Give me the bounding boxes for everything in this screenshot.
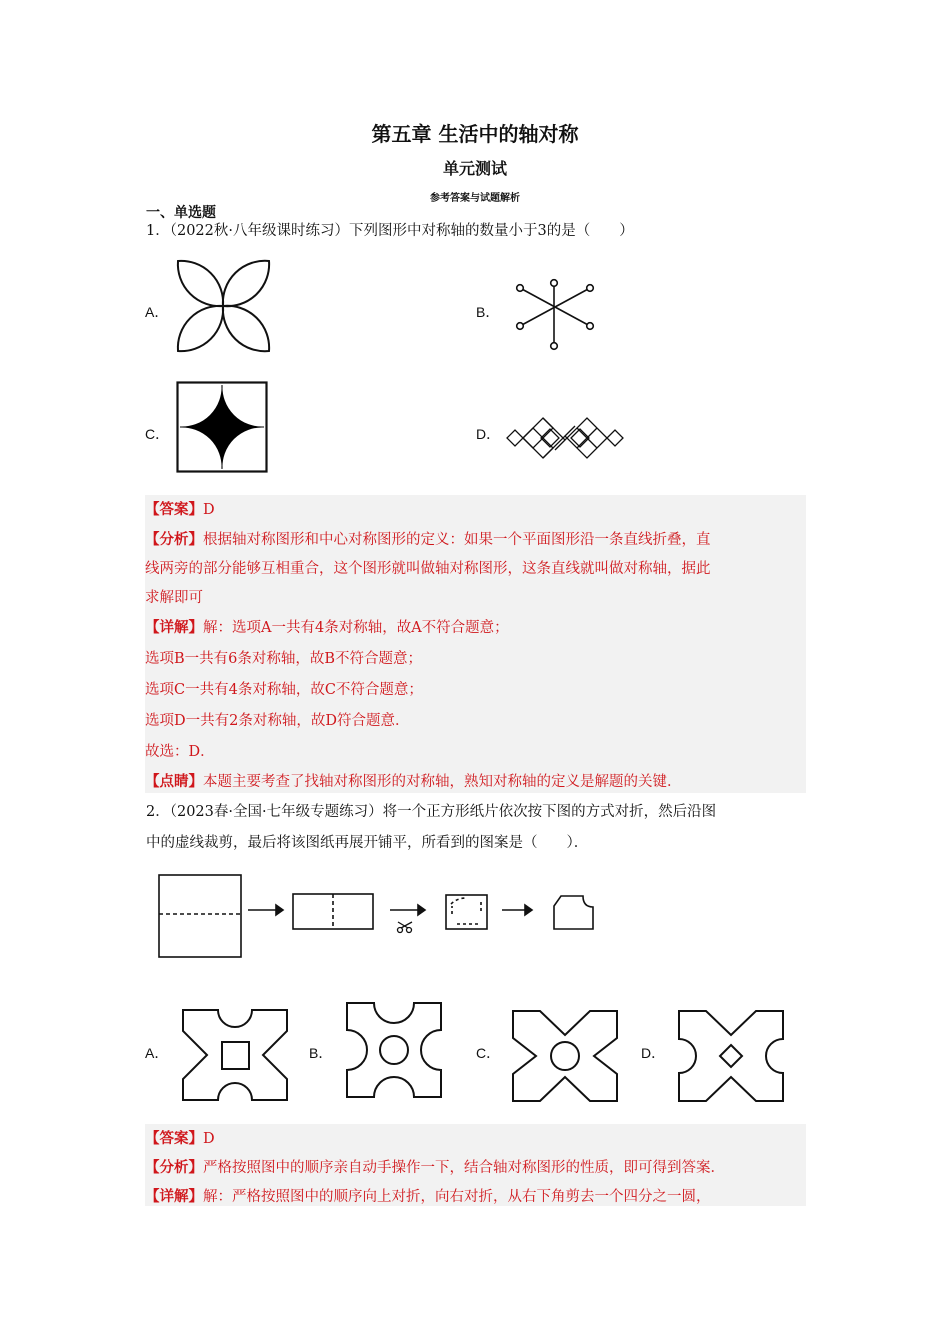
q1-detail-tag: 【详解】 [145,619,203,636]
q1-analysis-text-1: 根据轴对称图形和中心对称图形的定义：如果一个平面图形沿一条直线折叠，直 [203,532,711,548]
q1-answer-tag: 【答案】 [145,501,203,518]
q2-option-d-label: D． [641,1045,666,1061]
q1-analysis-line-1 [145,528,805,549]
q1-comment-line [145,770,805,791]
q2-answer-box [145,1124,806,1206]
q1-detail-text-1: 解：选项A一共有4条对称轴，故A不符合题意； [203,620,509,636]
q1-figure-b-star [514,280,598,350]
question-2-text-1: 2．（2023春·全国·七年级专题练习）将一个正方形纸片依次按下图的方式对折，然后沿图 [146,804,717,820]
q1-option-d-label: D． [476,426,501,442]
q2-answer-line [145,1127,805,1148]
q1-detail-line-5: 故选：D． [145,744,215,760]
scissors-icon [398,922,413,933]
question-1-text: 1．（2022秋·八年级课时练习）下列图形中对称轴的数量小于3的是（ ） [146,223,634,239]
q1-detail-line-3: 选项C一共有4条对称轴，故C不符合题意； [145,682,423,698]
q1-comment-text: 本题主要考查了找轴对称图形的对称轴，熟知对称轴的定义是解题的关键． [203,774,682,790]
q1-figure-d-diamonds [505,413,625,463]
q2-option-c-label: C． [476,1045,501,1061]
q1-analysis-line-3: 求解即可 [145,590,203,606]
q1-detail-line-1 [145,616,805,637]
q2-detail-text: 解：严格按照图中的顺序向上对折，向右对折，从右下角剪去一个四分之一圆， [203,1189,711,1205]
q2-figure-a [180,1007,290,1103]
q1-option-c-label: C． [145,426,170,442]
q1-answer-value: D [203,502,215,518]
q1-option-a-label: A． [145,304,169,320]
q1-detail-line-2: 选项B一共有6条对称轴，故B不符合题意； [145,651,423,667]
page-title: 第五章 生活中的轴对称 [371,122,579,146]
q1-detail-line-4: 选项D一共有2条对称轴，故D符合题意． [145,713,410,729]
q1-comment-tag: 【点睛】 [145,773,203,790]
q2-folding-steps [156,872,606,962]
section-title: 一、单选题 [146,205,216,221]
q2-analysis-text: 严格按照图中的顺序亲自动手操作一下，结合轴对称图形的性质，即可得到答案． [203,1160,725,1176]
q2-figure-b [344,1000,444,1100]
q2-detail-line [145,1185,805,1206]
q2-analysis-line [145,1156,805,1177]
q2-answer-value: D [203,1131,215,1147]
q2-analysis-tag: 【分析】 [145,1159,203,1176]
q1-answer-box [145,495,806,793]
q1-answer-line [145,498,805,519]
q1-figure-c-square-star [176,381,268,473]
q1-analysis-tag: 【分析】 [145,531,203,548]
q2-detail-tag: 【详解】 [145,1188,203,1205]
answer-note: 参考答案与试题解析 [430,193,520,204]
q2-option-a-label: A． [145,1045,169,1061]
q2-figure-c [510,1008,620,1104]
page-subtitle: 单元测试 [442,159,507,178]
q1-option-b-label: B． [476,304,500,320]
q1-analysis-line-2: 线两旁的部分能够互相重合，这个图形就叫做轴对称图形，这条直线就叫做对称轴，据此 [145,561,711,577]
question-2-text-2: 中的虚线裁剪，最后将该图纸再展开铺平，所看到的图案是（ ）． [146,835,589,851]
q2-figure-d [676,1008,786,1104]
q2-answer-tag: 【答案】 [145,1130,203,1147]
q2-option-b-label: B． [309,1045,333,1061]
q1-figure-a-flower [176,260,271,352]
